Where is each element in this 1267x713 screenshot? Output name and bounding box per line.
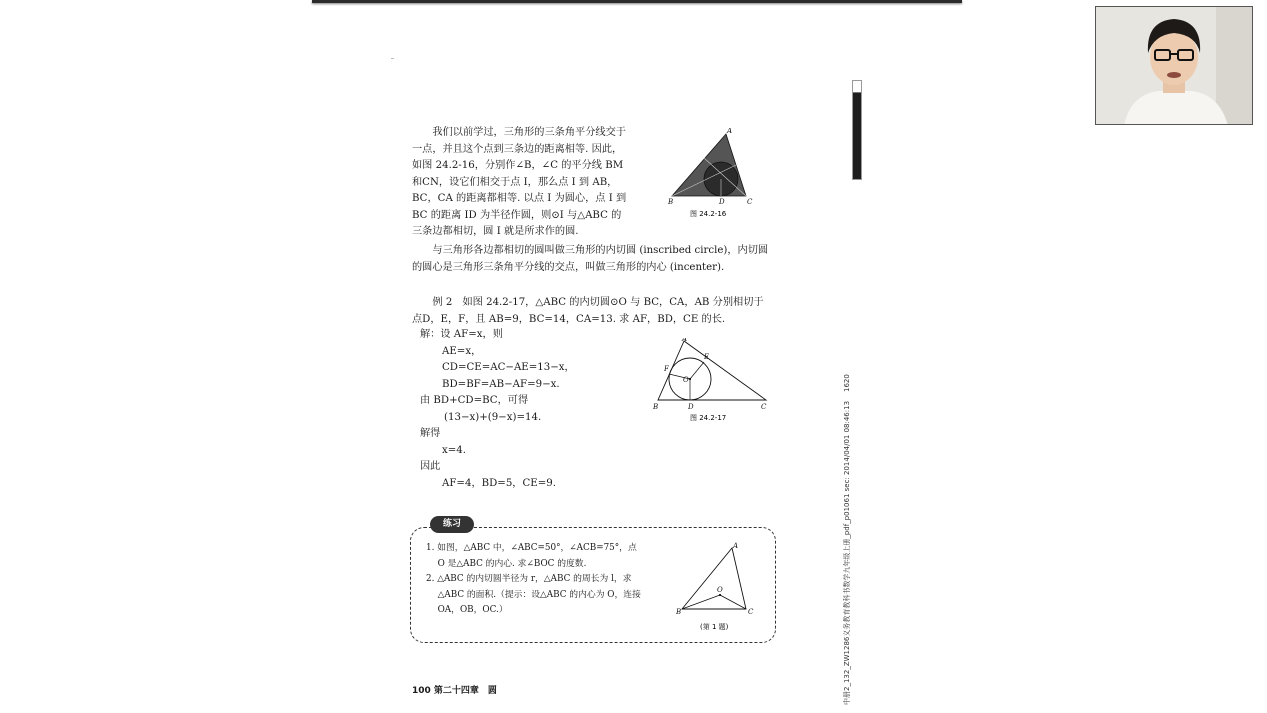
scrollbar-thumb[interactable]	[853, 81, 861, 93]
text-line: BC 的距离 ID 为半径作圆，则⊙I 与△ABC 的	[412, 209, 622, 221]
text-line: BC，CA 的距离都相等. 以点 I 为圆心，点 I 到	[412, 193, 627, 204]
exercise-line: 2. △ABC 的内切圆半径为 r，△ABC 的周长为 l，求	[426, 574, 632, 584]
exercise-line: 1. 如图，△ABC 中，∠ABC=50°，∠ACB=75°，点	[426, 543, 637, 553]
scan-speck	[391, 58, 394, 59]
presenter-video	[1096, 7, 1253, 125]
solution-block	[420, 327, 650, 492]
intro-paragraph	[412, 125, 647, 241]
equation: AE=x，	[442, 345, 482, 357]
vertex-label-a: A	[682, 338, 688, 343]
text-line: 与三角形各边都相切的圆叫做三角形的内切圆 (inscribed circle)，内切圆	[432, 245, 769, 256]
text-line: 一点，并且这个点到三条边的距离相等. 因此，	[412, 143, 623, 155]
solution-step: 因此	[420, 461, 441, 472]
solution-step: 由 BD+CD=BC，可得	[420, 395, 529, 406]
figure-24-2-16	[668, 128, 763, 218]
definition-paragraph	[412, 243, 782, 276]
figure-caption: 图 24.2-16	[690, 210, 727, 218]
vertex-label-c: C	[747, 198, 753, 206]
equation: x=4.	[442, 444, 467, 456]
textbook-page	[400, 120, 790, 705]
equation: BD=BF=AB−AF=9−x.	[442, 378, 560, 390]
exercise-line: △ABC 的面积.（提示：设△ABC 的内心为 O，连接	[426, 589, 641, 600]
exercise-triangle-diagram	[676, 540, 761, 632]
exercise-line: O 是△ABC 的内心. 求∠BOC 的度数.	[426, 558, 587, 569]
vertex-label-c: C	[761, 403, 767, 411]
incircle-triangle-diagram	[668, 128, 763, 218]
page-footer: 100 第二十四章 圆	[412, 686, 497, 696]
example-2	[412, 295, 782, 328]
scan-page-number: 1620	[843, 374, 851, 392]
text-line: 我们以前学过，三角形的三条角平分线交于	[432, 127, 626, 138]
figure-caption: 图 24.2-17	[690, 414, 727, 422]
equation: AF=4，BD=5，CE=9.	[442, 477, 556, 489]
point-label-f: F	[664, 365, 669, 373]
top-window-bar	[312, 0, 962, 3]
text-line: 的圆心是三角形三条角平分线的交点，叫做三角形的内心 (incenter).	[412, 261, 725, 273]
vertex-label-a: A	[733, 542, 739, 550]
vertex-label-c: C	[748, 608, 754, 616]
page-scrollbar[interactable]	[852, 80, 862, 180]
figure-24-2-17	[648, 338, 773, 423]
equation: (13−x)+(9−x)=14.	[444, 411, 542, 423]
exercise-line: OA，OB，OC.）	[426, 605, 508, 615]
point-label-e: E	[704, 353, 710, 361]
scan-metadata-vertical: 中册2_132_ZW1286义务教育教科书数学九年级上册_pdf_p01061 sec: 2014/04/01 08:46:13	[843, 400, 851, 705]
point-label-d: D	[688, 403, 694, 411]
text-line: 例 2 如图 24.2-17，△ABC 的内切圆⊙O 与 BC，CA，AB 分别相切于	[432, 297, 764, 308]
exercise-figure	[676, 540, 761, 632]
point-label-o: O	[717, 586, 723, 594]
solution-step: 解得	[420, 428, 441, 439]
webcam-overlay	[1095, 6, 1253, 125]
exercise-tag: 练习	[430, 516, 474, 533]
vertex-label-a: A	[727, 128, 733, 135]
text-line: 和CN，设它们相交于点 I，那么点 I 到 AB，	[412, 176, 618, 188]
figure-caption: (第 1 题)	[700, 623, 729, 631]
solution-intro: 解：设 AF=x，则	[420, 329, 503, 340]
text-line: 如图 24.2-16，分别作∠B，∠C 的平分线 BM	[412, 160, 624, 171]
point-label-o: O	[683, 376, 689, 384]
point-label-d: D	[719, 198, 725, 206]
vertex-label-b: B	[653, 403, 659, 411]
exercise-questions	[426, 541, 671, 619]
equation: CD=CE=AC−AE=13−x，	[442, 362, 575, 373]
incircle-example-diagram	[648, 338, 773, 423]
text-line: 三条边都相切，圆 I 就是所求作的圆.	[412, 226, 579, 237]
vertex-label-b: B	[676, 608, 682, 616]
text-line: 点D，E，F，且 AB=9，BC=14，CA=13. 求 AF，BD，CE 的长.	[412, 313, 726, 325]
vertex-label-b: B	[668, 198, 674, 206]
